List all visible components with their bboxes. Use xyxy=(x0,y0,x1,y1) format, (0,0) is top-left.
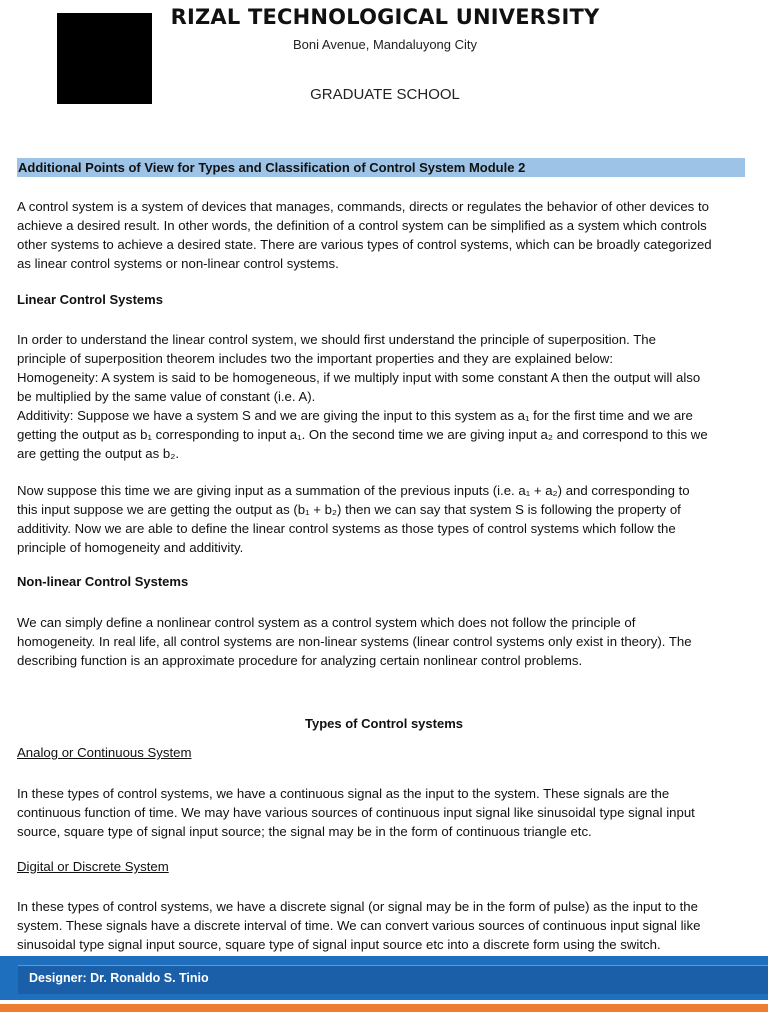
linear-line: Additivity: Suppose we have a system S and we are giving the input to this system as a₁ for the first time and we are xyxy=(17,408,693,423)
university-name: RIZAL TECHNOLOGICAL UNIVERSITY xyxy=(170,5,600,29)
linear-line: In order to understand the linear control system, we should first understand the principle of superposition. The xyxy=(17,332,656,347)
designer-credit: Designer: Dr. Ronaldo S. Tinio xyxy=(29,971,209,985)
intro-line: A control system is a system of devices that manages, commands, directs or regulates the behavior of other devices to xyxy=(17,199,709,214)
summation-line: principle of homogeneity and additivity. xyxy=(17,540,244,555)
nonlinear-line: describing function is an approximate procedure for analyzing certain nonlinear control problems. xyxy=(17,653,583,668)
digital-line: sinusoidal type signal input source, square type of signal input source etc into a discrete form using the switch. xyxy=(17,937,661,952)
linear-heading: Linear Control Systems xyxy=(17,292,163,307)
nonlinear-line: homogeneity. In real life, all control systems are non-linear systems (linear control systems only exist in theory). The xyxy=(17,634,692,649)
topic-title: Additional Points of View for Types and Classification of Control System Module 2 xyxy=(18,160,526,175)
analog-line: continuous function of time. We may have various sources of continuous input signal like sinusoidal type signal input xyxy=(17,805,695,820)
linear-line: Homogeneity: A system is said to be homogeneous, if we multiply input with some constant A then the output will also xyxy=(17,370,701,385)
digital-heading: Digital or Discrete System xyxy=(17,859,169,874)
digital-paragraph xyxy=(17,897,752,954)
linear-line: principle of superposition theorem includes two the important properties and they are explained below: xyxy=(17,351,613,366)
summation-line: Now suppose this time we are giving input as a summation of the previous inputs (i.e. a₁ + a₂) and corresponding to xyxy=(17,483,690,498)
summation-line: additivity. Now we are able to define the linear control systems as those types of control systems which follow the xyxy=(17,521,676,536)
digital-line: system. These signals have a discrete interval of time. We can convert various sources of continuous input signal like xyxy=(17,918,701,933)
university-logo xyxy=(57,13,152,104)
nonlinear-line: We can simply define a nonlinear control system as a control system which does not follow the principle of xyxy=(17,615,636,630)
linear-line: getting the output as b₁ corresponding to input a₁. On the second time we are giving input a₂ and correspond to this we xyxy=(17,427,708,442)
university-address: Boni Avenue, Mandaluyong City xyxy=(292,37,478,52)
analog-paragraph xyxy=(17,784,752,841)
linear-paragraph xyxy=(17,330,752,463)
intro-line: as linear control systems or non-linear control systems. xyxy=(17,256,339,271)
linear-line: be multiplied by the same value of constant (i.e. A). xyxy=(17,389,316,404)
analog-heading: Analog or Continuous System xyxy=(17,745,192,760)
analog-line: In these types of control systems, we have a continuous signal as the input to the system. These signals are the xyxy=(17,786,670,801)
intro-line: other systems to achieve a desired state. There are various types of control systems, which can be broadly categorized xyxy=(17,237,712,252)
intro-paragraph xyxy=(17,197,752,273)
school-name: GRADUATE SCHOOL xyxy=(310,86,460,103)
summation-line: this input suppose we are getting the output as (b₁ + b₂) then we can say that system S is following the property of xyxy=(17,502,681,517)
linear-line: are getting the output as b₂. xyxy=(17,446,180,461)
types-heading: Types of Control systems xyxy=(305,716,463,731)
analog-line: source, square type of signal input source; the signal may be in the form of continuous triangle etc. xyxy=(17,824,592,839)
digital-line: In these types of control systems, we have a discrete signal (or signal may be in the form of pulse) as the input to the xyxy=(17,899,698,914)
nonlinear-paragraph xyxy=(17,613,752,670)
intro-line: achieve a desired result. In other words, the definition of a control system can be simplified as a system which controls xyxy=(17,218,707,233)
summation-paragraph xyxy=(17,481,752,557)
footer-accent-line xyxy=(0,1004,768,1012)
nonlinear-heading: Non-linear Control Systems xyxy=(17,574,189,589)
